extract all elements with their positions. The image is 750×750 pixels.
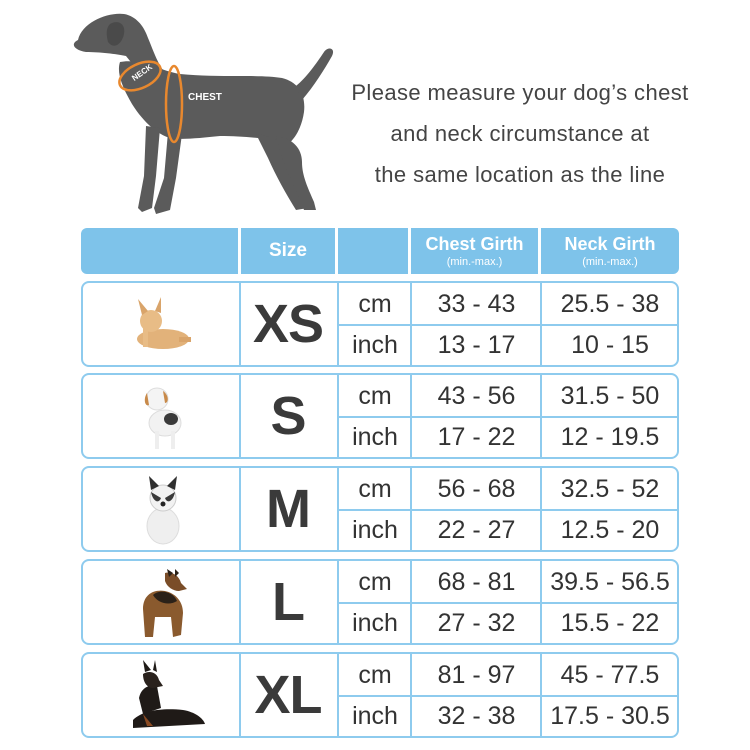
instruction-line: Please measure your dog’s chest xyxy=(351,80,689,105)
neck-inch: 10 - 15 xyxy=(571,330,649,359)
neck-cm: 32.5 - 52 xyxy=(560,474,660,503)
unit-inch: inch xyxy=(352,422,398,451)
chest-inch: 27 - 32 xyxy=(437,608,516,637)
chest-cm: 81 - 97 xyxy=(437,660,516,689)
size-row-l xyxy=(81,559,679,645)
neck-cm: 31.5 - 50 xyxy=(560,381,660,410)
size-label: S xyxy=(270,386,306,446)
size-row-xs xyxy=(81,281,679,367)
unit-inch: inch xyxy=(352,330,398,359)
neck-inch: 17.5 - 30.5 xyxy=(550,701,670,730)
neck-label: NECK xyxy=(130,62,154,83)
chest-inch: 22 - 27 xyxy=(437,515,516,544)
neck-inch: 12 - 19.5 xyxy=(560,422,660,451)
unit-cm: cm xyxy=(358,289,392,318)
chest-cm: 33 - 43 xyxy=(437,289,516,318)
size-table-header xyxy=(81,228,679,274)
header-neck-subtitle: (min.-max.) xyxy=(582,256,638,268)
header-chest-subtitle: (min.-max.) xyxy=(446,256,503,268)
unit-cm: cm xyxy=(358,474,392,503)
neck-cm: 25.5 - 38 xyxy=(560,289,660,318)
unit-inch: inch xyxy=(352,608,398,637)
chest-inch: 32 - 38 xyxy=(437,701,516,730)
neck-cm: 39.5 - 56.5 xyxy=(550,567,670,596)
neck-inch: 12.5 - 20 xyxy=(560,515,660,544)
german-shepherd-icon xyxy=(113,565,213,641)
chest-label: CHEST xyxy=(188,92,222,103)
instruction-line: the same location as the line xyxy=(374,162,666,187)
chest-inch: 13 - 17 xyxy=(437,330,516,359)
size-label: M xyxy=(266,479,310,539)
size-label: L xyxy=(272,572,304,632)
header-size: Size xyxy=(241,228,335,274)
size-label: XL xyxy=(254,665,322,725)
size-row-xl xyxy=(81,652,679,738)
chihuahua-icon xyxy=(113,287,213,363)
doberman-icon xyxy=(113,658,213,734)
neck-cm: 45 - 77.5 xyxy=(560,660,660,689)
french-bulldog-icon xyxy=(113,472,213,548)
neck-inch: 15.5 - 22 xyxy=(560,608,660,637)
header-neck-title: Neck Girth xyxy=(564,234,656,254)
header-neck-girth xyxy=(541,228,679,274)
dog-silhouette-icon xyxy=(74,14,333,214)
unit-cm: cm xyxy=(358,567,392,596)
chest-cm: 43 - 56 xyxy=(437,381,516,410)
unit-cm: cm xyxy=(358,660,392,689)
size-row-m xyxy=(81,466,679,552)
puppy-icon xyxy=(113,379,213,455)
unit-cm: cm xyxy=(358,381,392,410)
header-chest-title: Chest Girth xyxy=(425,234,524,254)
unit-inch: inch xyxy=(352,701,398,730)
dog-measurement-diagram xyxy=(60,8,340,223)
unit-inch: inch xyxy=(352,515,398,544)
header-unit-column xyxy=(338,228,408,274)
measurement-instructions xyxy=(310,72,730,195)
size-row-s xyxy=(81,373,679,459)
header-pet-column xyxy=(81,228,238,274)
chest-cm: 56 - 68 xyxy=(437,474,516,503)
header-chest-girth xyxy=(411,228,538,274)
instruction-line: and neck circumstance at xyxy=(390,121,650,146)
chest-cm: 68 - 81 xyxy=(437,567,516,596)
size-label: XS xyxy=(252,294,324,354)
chest-inch: 17 - 22 xyxy=(437,422,516,451)
